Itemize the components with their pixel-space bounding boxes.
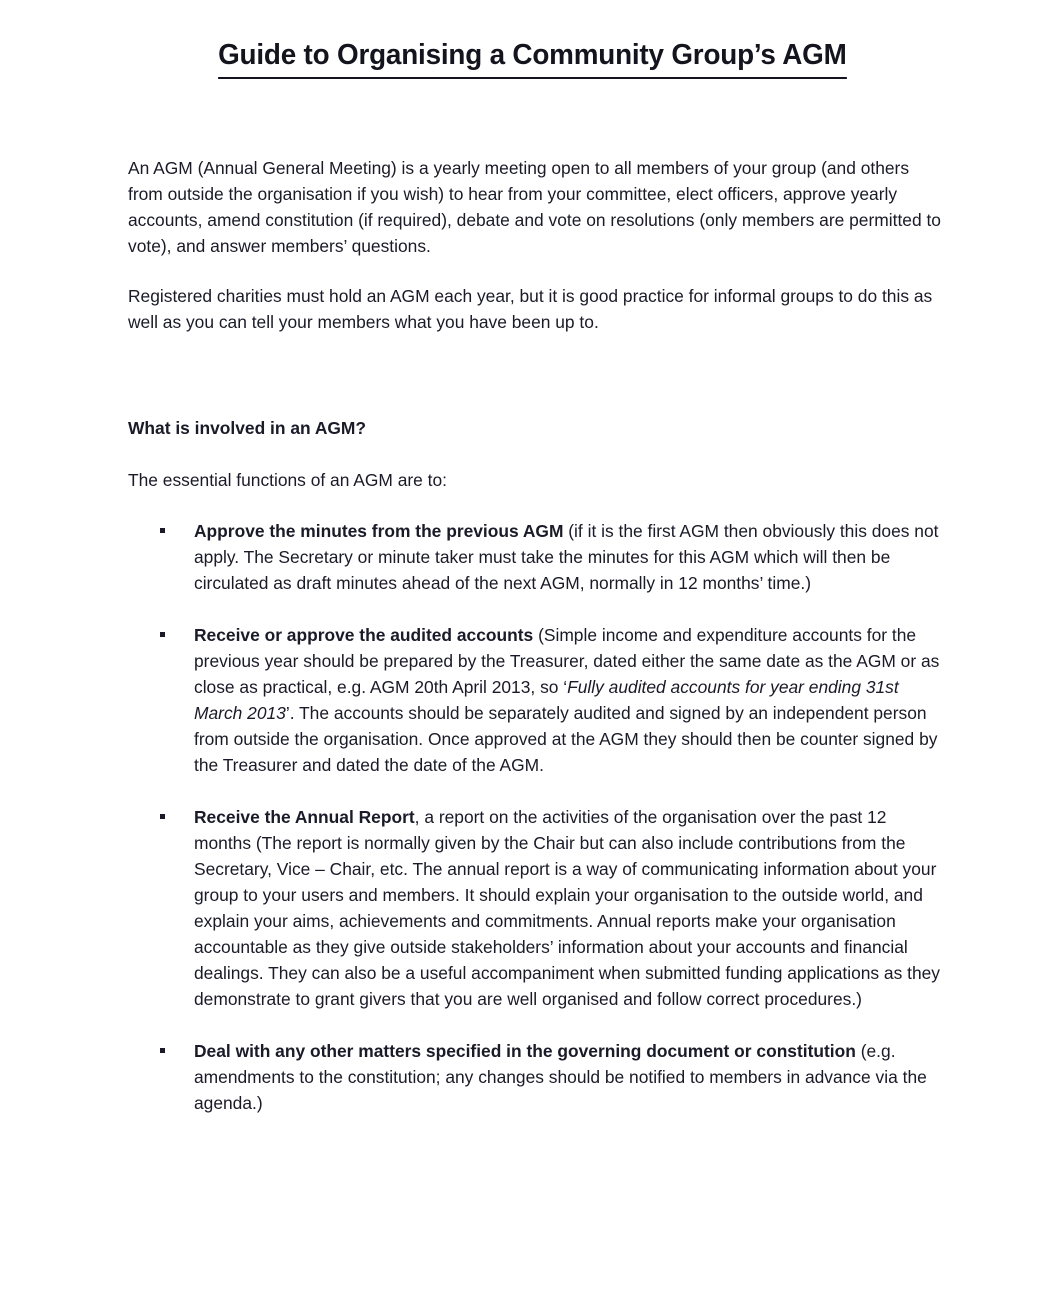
section-heading: What is involved in an AGM? <box>128 418 367 438</box>
square-bullet-icon <box>160 1048 165 1053</box>
list-item-body: (Simple income and expenditure accounts for the previous year should be prepared by the Treasurer, dated either the same date as the AGM or as close as practical, e.g. AGM 20th April 2013, so ‘ <box>194 625 940 697</box>
list-item <box>128 804 946 1012</box>
square-bullet-icon <box>160 632 165 637</box>
page-title <box>0 36 1064 79</box>
list-item-lead: Receive the Annual Report <box>194 807 415 827</box>
list-item-content <box>194 622 946 778</box>
list-item-italic: Fully audited accounts for year ending 31st March 2013 <box>194 677 899 723</box>
section-spacer <box>128 359 946 415</box>
list-item-content <box>194 804 946 1012</box>
square-bullet-icon <box>160 528 165 533</box>
list-item <box>128 622 946 778</box>
square-bullet-icon <box>160 814 165 819</box>
list-item-lead: Receive or approve the audited accounts <box>194 625 534 645</box>
bullet-list-lead-in: The essential functions of an AGM are to: <box>128 470 448 490</box>
list-item <box>128 1038 946 1116</box>
list-item-body: (e.g. amendments to the constitution; any changes should be notified to members in advance via the agenda.) <box>194 1041 927 1113</box>
agm-functions-list <box>128 518 946 1116</box>
list-item-lead: Approve the minutes from the previous AGM <box>194 521 564 541</box>
list-item <box>128 518 946 596</box>
document-body <box>128 155 946 1116</box>
list-item-lead: Deal with any other matters specified in the governing document or constitution <box>194 1041 856 1061</box>
intro-paragraph-2: Registered charities must hold an AGM each year, but it is good practice for informal groups to do this as well as you can tell your members what you have been up to. <box>128 286 933 332</box>
list-item-content <box>194 518 946 596</box>
list-item-content <box>194 1038 946 1116</box>
list-item-body: (if it is the first AGM then obviously this does not apply. The Secretary or minute taker must take the minutes for this AGM which will then be circulated as draft minutes ahead of the next AGM, normally in 12 months’ time.) <box>194 521 939 593</box>
intro-paragraph-1: An AGM (Annual General Meeting) is a yearly meeting open to all members of your group (and others from outside the organisation if you wish) to hear from your committee, elect officers, approve yearly accounts, amend constitution (if required), debate and vote on resolutions (only members are permitted to vote), and answer members’ questions. <box>128 158 941 256</box>
list-item-body-tail: ’. The accounts should be separately audited and signed by an independent person from outside the organisation. Once approved at the AGM they should then be counter signed by the Treasurer and dated the date of the AGM. <box>194 703 938 775</box>
page-title-text: Guide to Organising a Community Group’s AGM <box>218 36 846 79</box>
list-item-body: , a report on the activities of the organisation over the past 12 months (The report is normally given by the Chair but can also include contributions from the Secretary, Vice – Chair, etc. The annual report is a way of communicating information about your group to your users and members. It should explain your organisation to the outside world, and explain your aims, achievements and commitments. Annual reports make your organisation accountable as they give outside stakeholders’ information about your accounts and financial dealings. They can also be a useful accompaniment when submitted funding applications as they demonstrate to grant givers that you are well organised and follow correct procedures.) <box>194 807 941 1009</box>
